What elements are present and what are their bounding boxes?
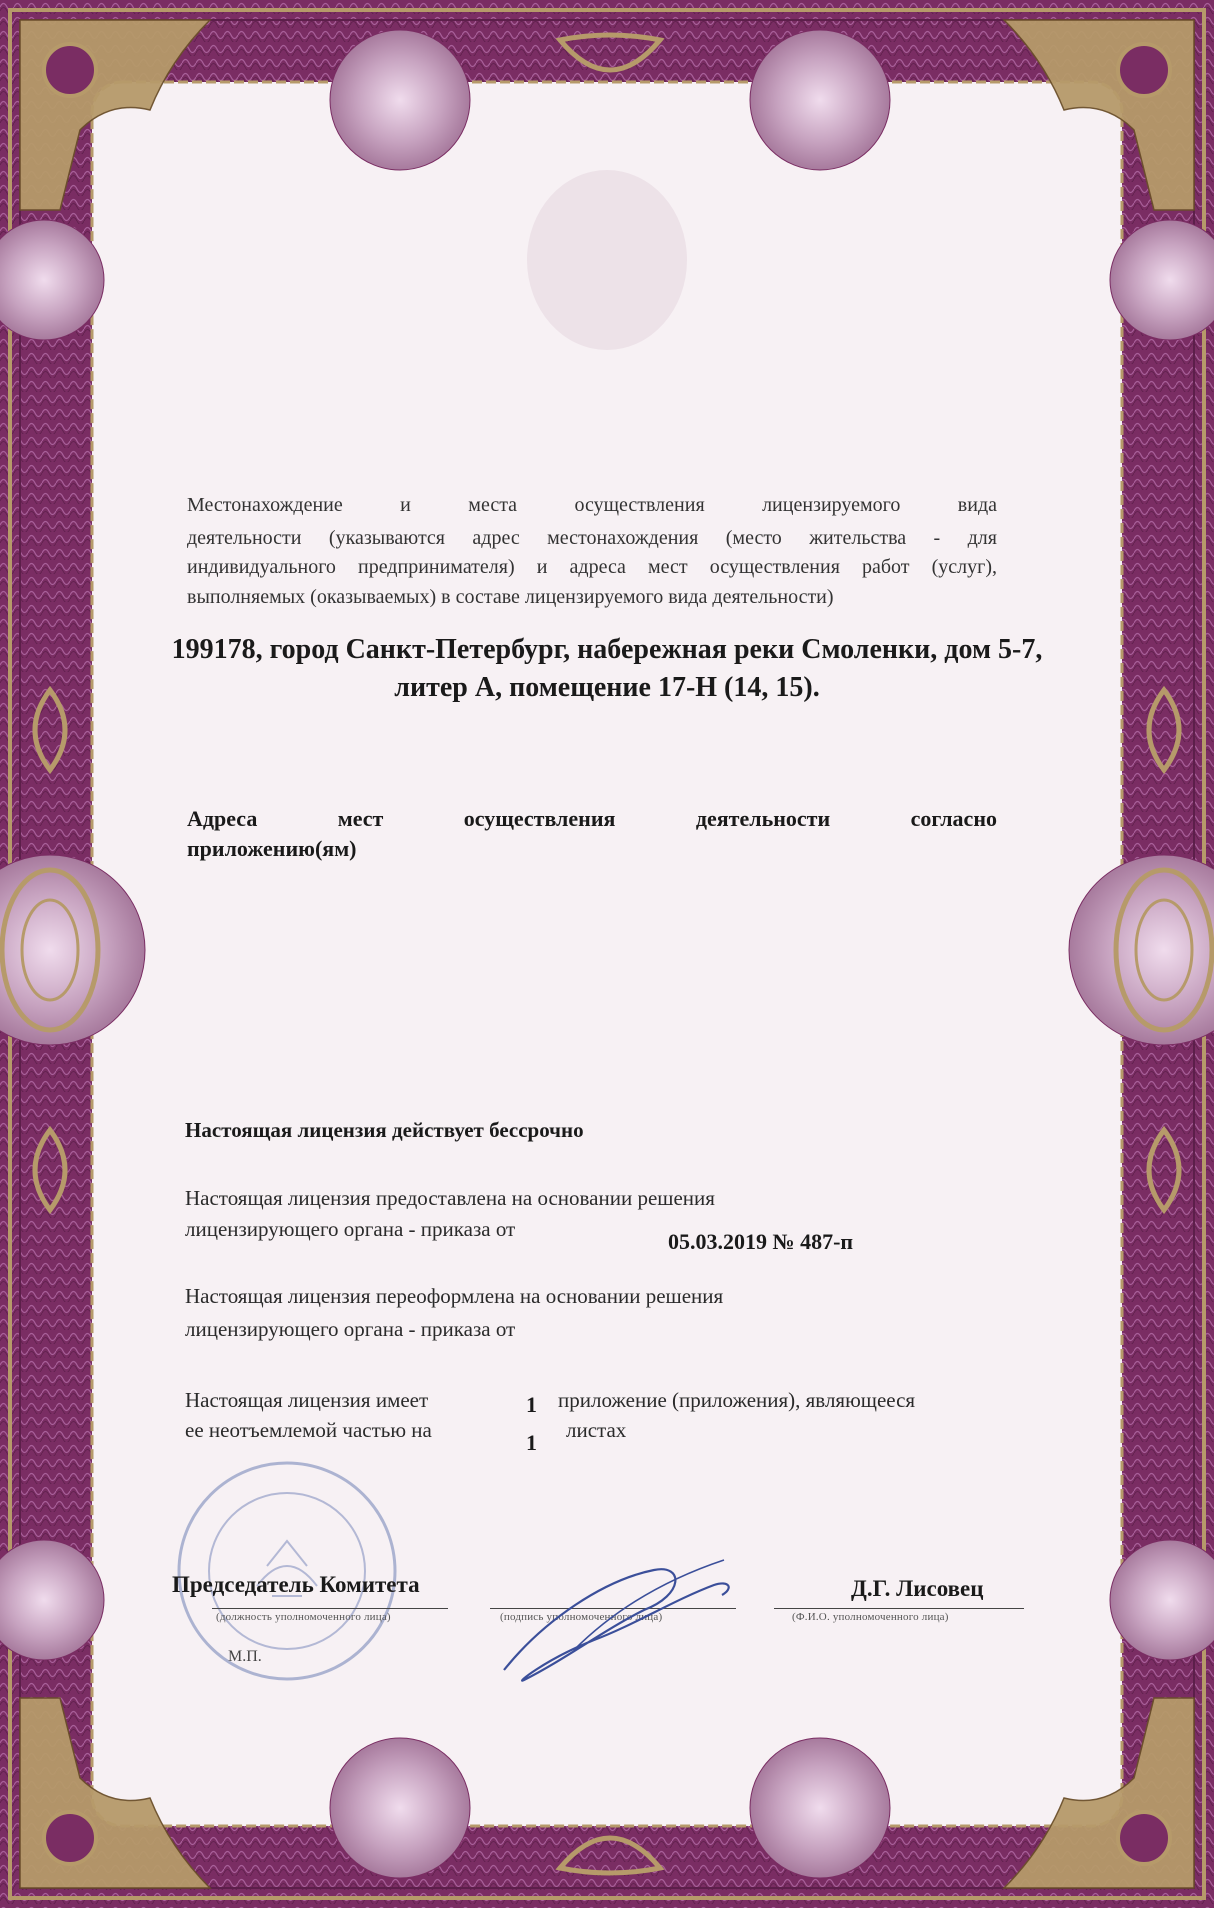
signatory-position: Председатель Комитета (172, 1572, 420, 1597)
reissued-line-2: лицензирующего органа - приказа от (185, 1317, 516, 1341)
location-label-line-4: выполняемых (оказываемых) в составе лицензируемого вида деятельности) (187, 586, 834, 608)
address-line-2: литер А, помещение 17-Н (14, 15). (394, 672, 820, 703)
appendix-line-1: Адреса мест осуществления деятельности согласно (187, 806, 997, 831)
caption-position: (должность уполномоченного лица) (216, 1611, 391, 1623)
granted-line-2: лицензирующего органа - приказа от (185, 1217, 516, 1241)
annex-count-attachments: 1 (526, 1392, 537, 1417)
address-line-1: 199178, город Санкт-Петербург, набережная реки Смоленки, дом 5-7, (171, 634, 1043, 665)
validity-statement: Настоящая лицензия действует бессрочно (185, 1118, 584, 1142)
caption-name: (Ф.И.О. уполномоченного лица) (792, 1611, 949, 1623)
location-label-line-1: Местонахождение и места осуществления лицензируемого вида (187, 494, 997, 516)
official-stamp (172, 1456, 402, 1686)
granted-order-number: 05.03.2019 № 487-п (668, 1229, 854, 1254)
signatory-name: Д.Г. Лисовец (851, 1576, 984, 1601)
caption-signature: (подпись уполномоченного лица) (500, 1611, 663, 1623)
annex-line-2-tail: листах (566, 1418, 627, 1442)
annex-line-1-tail: приложение (приложения), являющееся (558, 1388, 916, 1412)
location-label-line-2: деятельности (указываются адрес местонахождения (место жительства - для (187, 527, 997, 549)
granted-line-1: Настоящая лицензия предоставлена на основании решения (185, 1186, 715, 1210)
annex-line-1: Настоящая лицензия имеет (185, 1388, 429, 1412)
appendix-line-2: приложению(ям) (187, 836, 357, 861)
annex-count-sheets: 1 (526, 1430, 537, 1455)
handwritten-signature (484, 1540, 754, 1700)
reissued-line-1: Настоящая лицензия переоформлена на основании решения (185, 1284, 724, 1308)
stamp-place-mark: М.П. (228, 1648, 262, 1665)
location-label-line-3: индивидуального предпринимателя) и адреса мест осуществления работ (услуг), (187, 556, 997, 578)
annex-line-2: ее неотъемлемой частью на (185, 1418, 432, 1442)
